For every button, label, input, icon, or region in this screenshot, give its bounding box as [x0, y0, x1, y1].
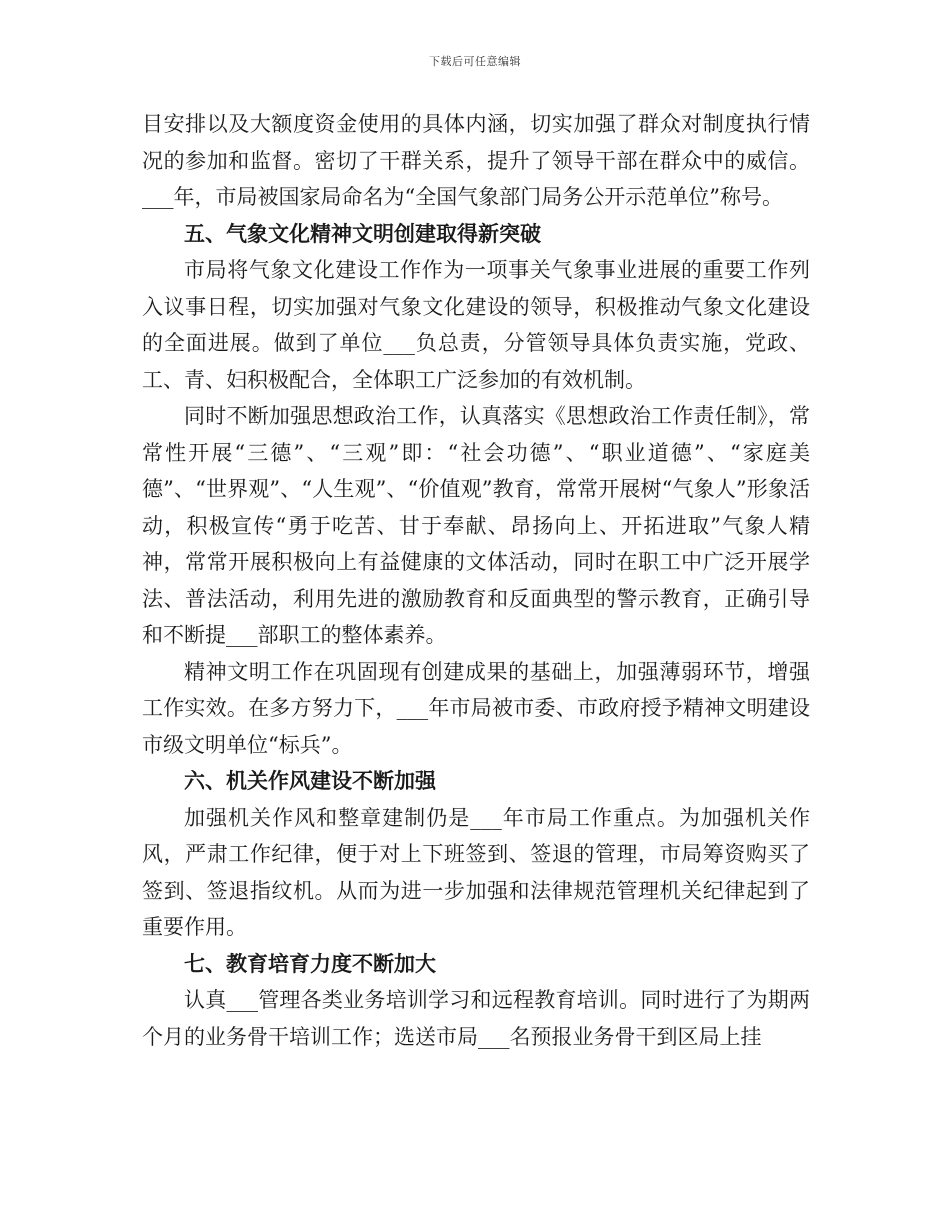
section-heading-5: 五、气象文化精神文明创建取得新突破	[184, 221, 541, 246]
paragraph-6: 认真___管理各类业务培训学习和远程教育培训。同时进行了为期两个月的业务骨干培训工作；选送市局___名预报业务骨干到区局上挂	[142, 988, 810, 1049]
paragraph-4: 精神文明工作在巩固现有创建成果的基础上，加强薄弱环节，增强工作实效。在多方努力下，___年市局被市委、市政府授予精神文明建设市级文明单位“标兵”。	[142, 659, 810, 757]
paragraph-5: 加强机关作风和整章建制仍是___年市局工作重点。为加强机关作风，严肃工作纪律，便于对上下班签到、签退的管理，市局筹资购买了签到、签退指纹机。从而为进一步加强和法律规范管理机关纪律起到了重要作用。	[142, 805, 810, 939]
paragraph-1: 目安排以及大额度资金使用的具体内涵，切实加强了群众对制度执行情况的参加和监督。密切了干群关系，提升了领导干部在群众中的威信。___年，市局被国家局命名为“全国气象部门局务公开示范单位”称号。	[142, 112, 810, 209]
section-heading-6: 六、机关作风建设不断加强	[184, 769, 436, 793]
page-header: 下载后可任意编辑	[429, 55, 521, 68]
section-heading-7: 七、教育培育力度不断加大	[184, 951, 436, 976]
paragraph-3: 同时不断加强思想政治工作，认真落实《思想政治工作责任制》，常常性开展“三德”、“三观”即：“社会功德”、“职业道德”、“家庭美德”、“世界观”、“人生观”、“价值观”教育，常常开展树“气象人”形象活动，积极宣传“勇于吃苦、甘于奉献、昂扬向上、开拓进取”气象人精神，常常开展积极向上有益健康的文体活动，同时在职工中广泛开展学法、普法活动，利用先进的激励教育和反面典型的警示教育，正确引导和不断提___部职工的整体素养。	[142, 404, 810, 647]
paragraph-2: 市局将气象文化建设工作作为一项事关气象事业进展的重要工作列入议事日程，切实加强对气象文化建设的领导，积极推动气象文化建设的全面进展。做到了单位___负总责，分管领导具体负责实施，党政、工、青、妇积极配合，全体职工广泛参加的有效机制。	[142, 258, 810, 392]
document-body	[142, 106, 810, 1055]
